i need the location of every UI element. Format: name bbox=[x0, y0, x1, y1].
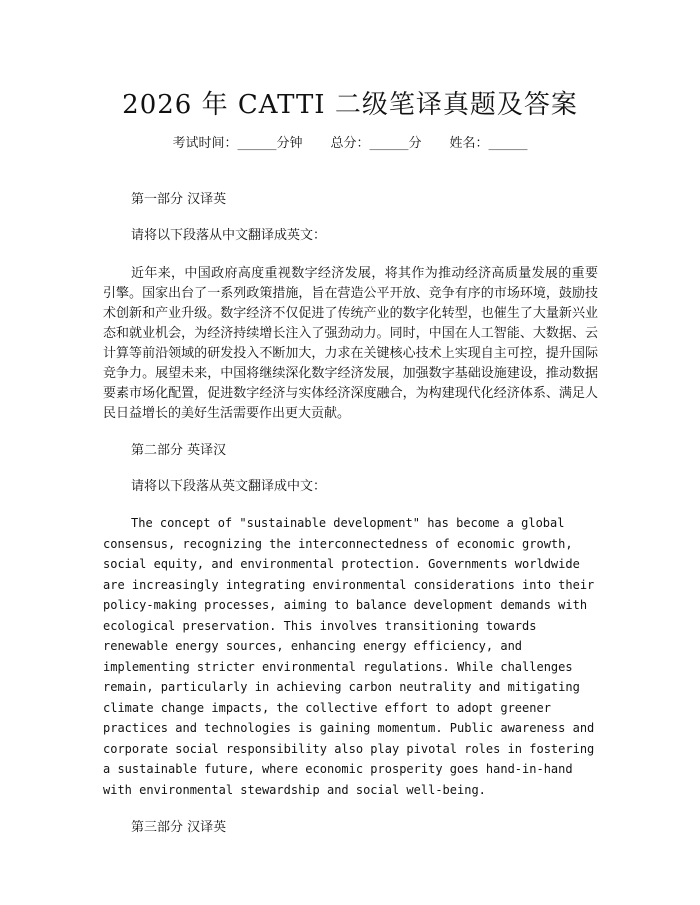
total-score-field: 总分：______分 bbox=[330, 136, 422, 151]
exam-meta-line bbox=[0, 132, 700, 151]
section-instruction: 请将以下段落从中文翻译成英文： bbox=[131, 228, 327, 243]
document-body bbox=[103, 190, 598, 838]
section-instruction: 请将以下段落从英文翻译成中文： bbox=[131, 479, 327, 494]
name-field: 姓名：______ bbox=[449, 136, 528, 151]
section-heading: 第一部分 汉译英 bbox=[131, 192, 227, 207]
exam-time-field: 考试时间：______分钟 bbox=[172, 136, 303, 151]
page-title: 2026 年 CATTI 二级笔译真题及答案 bbox=[122, 90, 578, 120]
section-heading: 第二部分 英译汉 bbox=[131, 443, 227, 458]
section-heading: 第三部分 汉译英 bbox=[131, 820, 227, 835]
section-paragraph-en: The concept of "sustainable development" has become a global consensus, recognizing the interconnectedness of economic growth, social equity, and environmental protection. Governments worldwide are increasingly integrating environmental considerations into their policy-making processes, aiming to balance development demands with ecological preservation. This involves transitioning towards renewable energy sources, enhancing energy efficiency, and implementing stricter environmental regulations. While challenges remain, particularly in achieving carbon neutrality and mitigating climate change impacts, the collective effort to adopt greener practices and technologies is gaining momentum. Public awareness and corporate social responsibility also play pivotal roles in fostering a sustainable future, where economic prosperity goes hand-in-hand with environmental stewardship and social well-being. bbox=[103, 516, 595, 797]
section-paragraph-zh: 近年来，中国政府高度重视数字经济发展，将其作为推动经济高质量发展的重要引擎。国家出台了一系列政策措施，旨在营造公平开放、竞争有序的市场环境，鼓励技术创新和产业升级。数字经济不仅促进了传统产业的数字化转型，也催生了大量新兴业态和就业机会，为经济持续增长注入了强劲动力。同时，中国在人工智能、大数据、云计算等前沿领域的研发投入不断加大，力求在关键核心技术上实现自主可控，提升国际竞争力。展望未来，中国将继续深化数字经济发展，加强数字基础设施建设，推动数据要素市场化配置，促进数字经济与实体经济深度融合，为构建现代化经济体系、满足人民日益增长的美好生活需要作出更大贡献。 bbox=[103, 266, 598, 421]
